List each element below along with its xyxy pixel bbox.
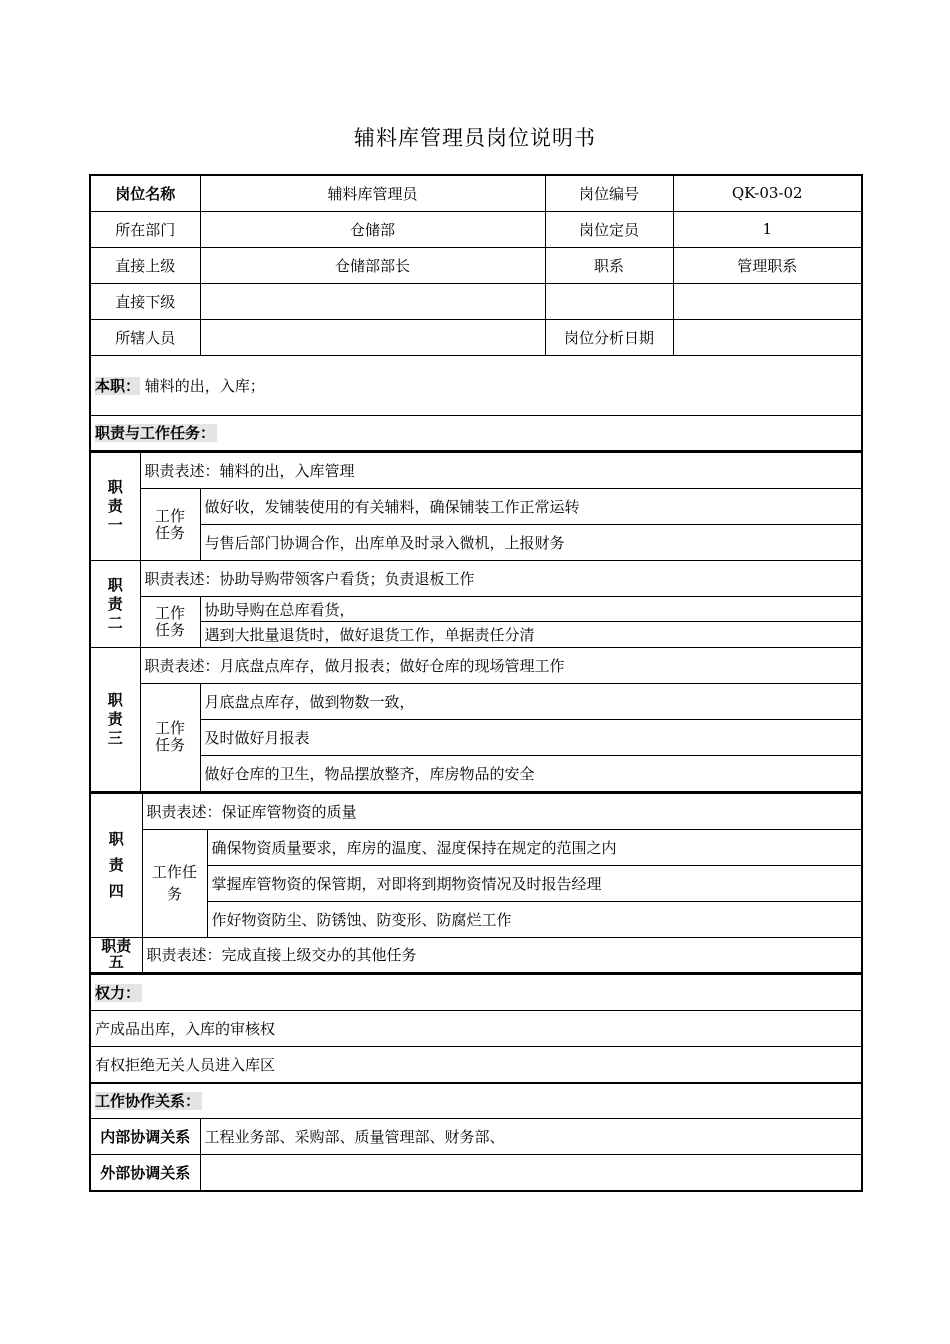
resp-1-task-label [140, 489, 200, 561]
resp-2-desc: 职责表述：协助导购带领客户看货；负责退板工作 [140, 561, 862, 597]
resp-1-desc: 职责表述：辅料的出，入库管理 [140, 453, 862, 489]
analysis-date-label: 岗位分析日期 [545, 319, 673, 355]
resp-1-label [90, 453, 140, 561]
series-value: 管理职系 [673, 247, 862, 283]
resp-3-label [90, 648, 140, 792]
resp-2-task-1: 协助导购在总库看货， [200, 597, 862, 622]
task-label-text: 工作任务 [154, 604, 185, 639]
internal-relations-value: 工程业务部、采购部、质量管理部、财务部、 [200, 1119, 862, 1155]
resp-1-label-text: 职责一 [107, 478, 123, 534]
resp-3-desc: 职责表述：月底盘点库存，做月报表；做好仓库的现场管理工作 [140, 648, 862, 684]
resp-4-table [89, 793, 863, 975]
resp-2-label-text: 职责二 [107, 575, 123, 632]
internal-relations-label: 内部协调关系 [90, 1119, 200, 1155]
resp-4-task-label [142, 829, 207, 937]
empty-cell [673, 283, 862, 319]
task-label-text: 工作任务 [154, 719, 185, 755]
superior-label: 直接上级 [90, 247, 200, 283]
duty-row [90, 355, 862, 415]
analysis-date-value [673, 319, 862, 355]
post-name-value: 辅料库管理员 [200, 175, 545, 211]
relations-header-row [90, 1083, 862, 1119]
resp-3-task-1: 月底盘点库存，做到物数一致， [200, 684, 862, 720]
resp-4-task-1: 确保物资质量要求，库房的温度、湿度保持在规定的范围之内 [207, 829, 862, 865]
series-label: 职系 [545, 247, 673, 283]
dept-label: 所在部门 [90, 211, 200, 247]
relations-header: 工作协作关系： [95, 1092, 201, 1111]
page-title: 辅料库管理员岗位说明书 [354, 126, 596, 150]
resp-3-task-2: 及时做好月报表 [200, 720, 862, 756]
task-label-text: 工作任务 [151, 863, 197, 903]
resp-header-row [90, 415, 862, 451]
power-item-1: 产成品出库，入库的审核权 [90, 1011, 862, 1047]
responsibilities-table [89, 452, 863, 793]
resp-4-label-text: 职责四 [108, 830, 124, 900]
resp-header: 职责与工作任务： [95, 424, 216, 443]
resp-3-label-text: 职责三 [107, 690, 123, 747]
post-code-value: QK-03-02 [673, 175, 862, 211]
external-relations-label: 外部协调关系 [90, 1155, 200, 1191]
task-label-text: 工作任务 [154, 506, 185, 542]
resp-5-label [90, 937, 142, 973]
basic-info-table [89, 174, 863, 452]
post-code-label: 岗位编号 [545, 175, 673, 211]
resp-4-label [90, 793, 142, 937]
power-header-row [90, 975, 862, 1011]
resp-4-desc: 职责表述：保证库管物资的质量 [142, 793, 862, 829]
subordinate-value [200, 283, 545, 319]
subordinate-label: 直接下级 [90, 283, 200, 319]
job-description-form [89, 174, 861, 1192]
power-item-2: 有权拒绝无关人员进入库区 [90, 1047, 862, 1083]
resp-4-task-3: 作好物资防尘、防锈蚀、防变形、防腐烂工作 [207, 901, 862, 937]
resp-5-label-text: 职责五 [101, 937, 132, 971]
duty-text: 辅料的出，入库； [144, 376, 265, 395]
resp-2-task-label [140, 597, 200, 648]
power-relations-table [89, 974, 863, 1192]
resp-3-task-3: 做好仓库的卫生，物品摆放整齐，库房物品的安全 [200, 756, 862, 792]
staff-label: 所辖人员 [90, 319, 200, 355]
staff-value [200, 319, 545, 355]
superior-value: 仓储部部长 [200, 247, 545, 283]
empty-cell [545, 283, 673, 319]
resp-1-task-2: 与售后部门协调合作，出库单及时录入微机，上报财务 [200, 525, 862, 561]
dept-value: 仓储部 [200, 211, 545, 247]
resp-1-task-1: 做好收，发铺装使用的有关辅料，确保铺装工作正常运转 [200, 489, 862, 525]
resp-3-task-label [140, 684, 200, 792]
resp-5-desc: 职责表述：完成直接上级交办的其他任务 [142, 937, 862, 973]
post-name-label: 岗位名称 [90, 175, 200, 211]
quota-value: 1 [673, 211, 862, 247]
quota-label: 岗位定员 [545, 211, 673, 247]
power-header: 权力： [95, 984, 141, 1002]
external-relations-value [200, 1155, 862, 1191]
duty-label: 本职： [95, 376, 141, 395]
resp-2-task-2: 遇到大批量退货时，做好退货工作，单据责任分清 [200, 622, 862, 648]
resp-2-label [90, 561, 140, 648]
resp-4-task-2: 掌握库管物资的保管期，对即将到期物资情况及时报告经理 [207, 865, 862, 901]
